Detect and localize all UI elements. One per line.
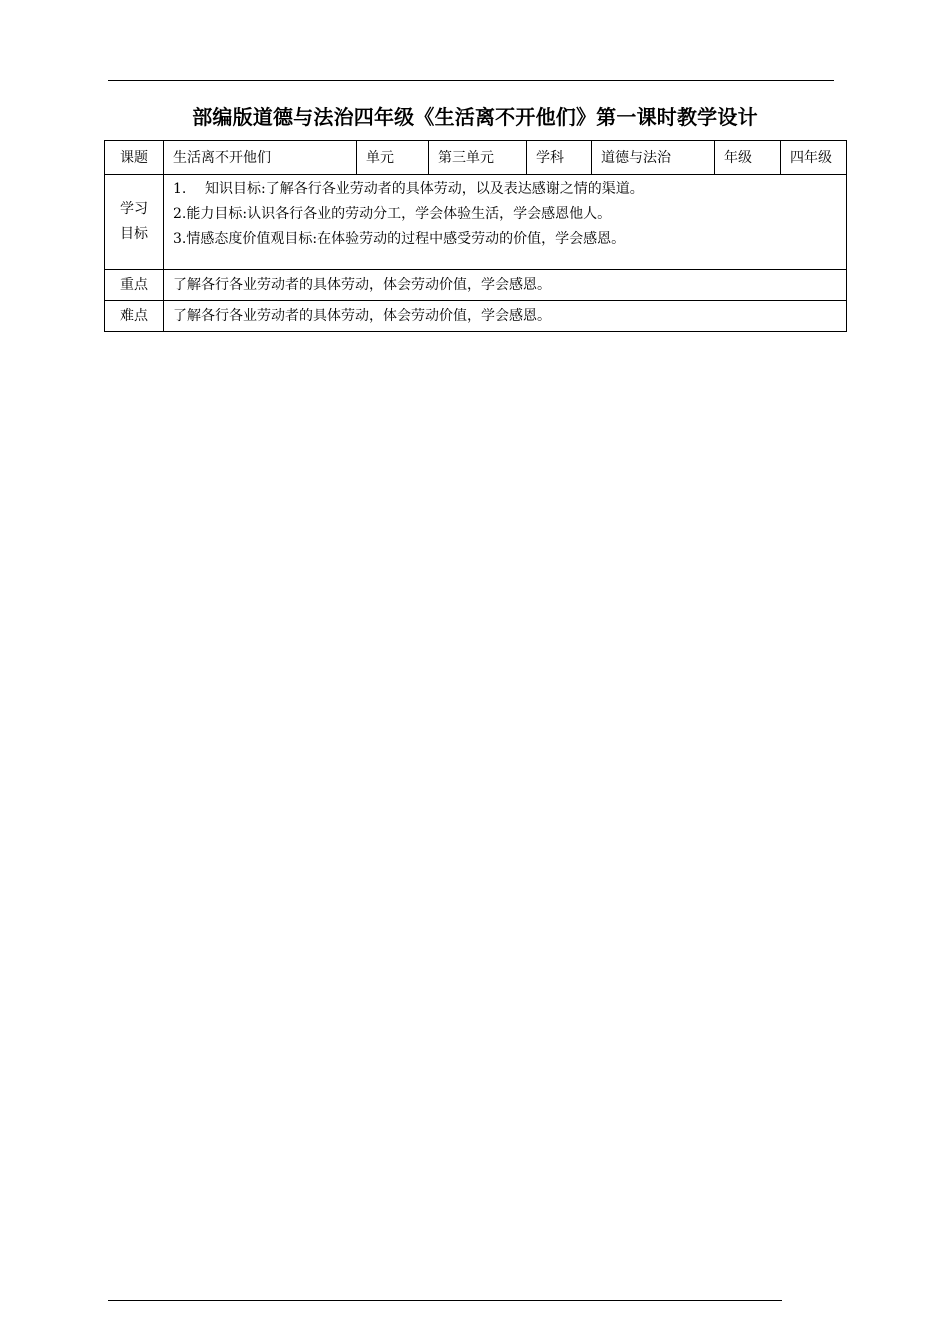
goal-item [173, 202, 837, 227]
goals-label [105, 175, 164, 270]
goal-text: 情感态度价值观目标:在体验劳动的过程中感受劳动的价值，学会感恩。 [186, 231, 626, 247]
table-row-difficult-point [105, 301, 847, 332]
lesson-plan-table [104, 140, 847, 332]
goals-label-line1: 学习 [120, 201, 148, 217]
goal-number: 1. [173, 181, 187, 197]
goal-number: 3. [173, 231, 187, 247]
goal-item [173, 177, 837, 202]
unit-value: 第三单元 [429, 141, 527, 175]
subject-value: 道德与法治 [592, 141, 715, 175]
key-point-text: 了解各行各业劳动者的具体劳动，体会劳动价值，学会感恩。 [164, 270, 847, 301]
goal-number: 2. [173, 206, 187, 222]
goal-text: 能力目标:认识各行各业的劳动分工，学会体验生活，学会感恩他人。 [186, 206, 612, 222]
topic-value: 生活离不开他们 [164, 141, 357, 175]
key-point-label: 重点 [105, 270, 164, 301]
subject-label: 学科 [527, 141, 592, 175]
goal-item [173, 227, 837, 252]
goals-label-line2: 目标 [120, 226, 148, 242]
header-rule [108, 80, 834, 81]
table-row-header [105, 141, 847, 175]
table-row-key-point [105, 270, 847, 301]
difficult-point-label: 难点 [105, 301, 164, 332]
unit-label: 单元 [357, 141, 429, 175]
table-row-goals [105, 175, 847, 270]
difficult-point-text: 了解各行各业劳动者的具体劳动，体会劳动价值，学会感恩。 [164, 301, 847, 332]
document-title: 部编版道德与法治四年级《生活离不开他们》第一课时教学设计 [192, 105, 758, 129]
footer-rule [108, 1300, 782, 1301]
goals-list [164, 175, 847, 270]
topic-label: 课题 [105, 141, 164, 175]
goal-text: 知识目标:了解各行各业劳动者的具体劳动，以及表达感谢之情的渠道。 [205, 181, 644, 197]
grade-value: 四年级 [781, 141, 847, 175]
grade-label: 年级 [715, 141, 781, 175]
